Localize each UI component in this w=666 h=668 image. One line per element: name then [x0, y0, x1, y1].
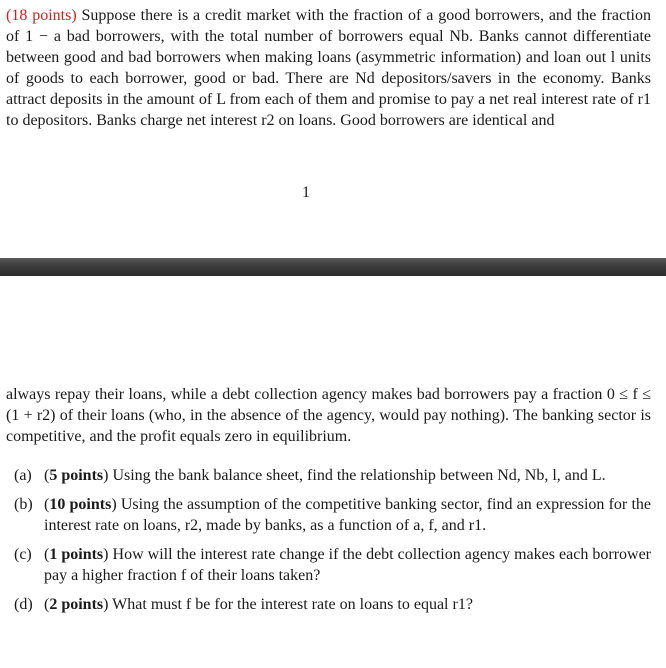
question-points: 10 points: [49, 496, 112, 513]
question-points: 2 points: [49, 596, 104, 613]
question-label: (c): [14, 546, 32, 563]
question-text: (5 points) Using the bank balance sheet, find the relationship between Nd, Nb, l, and L.: [44, 467, 606, 484]
question-body: What must f be for the interest rate on loans to equal r1?: [108, 596, 473, 613]
points-label: (18 points): [6, 7, 77, 24]
question-list: [14, 465, 651, 623]
question-text: (1 points) How will the interest rate change if the debt collection agency makes each borrower pay a higher fraction f of their loans taken?: [44, 546, 652, 584]
question-label: (a): [14, 467, 32, 484]
question-c: [14, 544, 651, 586]
question-body: Using the bank balance sheet, find the relationship between Nd, Nb, l, and L.: [108, 467, 606, 484]
question-b: [14, 494, 651, 536]
continuation-paragraph: always repay their loans, while a debt collection agency makes bad borrowers pay a fraction 0 ≤ f ≤ (1 + r2) of their loans (who, in the absence of the agency, would pay nothing). The banking sector is competitive, and the profit equals zero in equilibrium.: [6, 386, 651, 445]
question-text: (2 points) What must f be for the interest rate on loans to equal r1?: [44, 596, 473, 613]
question-points: 5 points: [49, 467, 104, 484]
question-points: 1 points: [49, 546, 104, 563]
question-d: [14, 594, 651, 615]
question-text: (10 points) Using the assumption of the competitive banking sector, find an expression for the interest rate on loans, r2, made by banks, as a function of a, f, and r1.: [44, 496, 652, 534]
question-label: (b): [14, 496, 33, 513]
intro-text: Suppose there is a credit market with the fraction of a good borrowers, and the fraction of 1 − a bad borrowers, with the total number of borrowers equal Nb. Banks cannot differentiate between good and bad borrowers when making loans (asymmetric information) and loan out l units of goods to each borrower, good or bad. There are Nd depositors/savers in the economy. Banks attract deposits in the amount of L from each of them and promise to pay a net real interest rate of r1 to depositors. Banks charge net interest r2 on loans. Good borrowers are identical and: [6, 7, 651, 129]
question-body: How will the interest rate change if the debt collection agency makes each borrower pay a higher fraction f of their loans taken?: [44, 546, 652, 584]
question-label: (d): [14, 596, 33, 613]
intro-paragraph: [6, 5, 651, 131]
question-a: [14, 465, 651, 486]
page-number: 1: [302, 184, 310, 201]
page-break-bar: [0, 258, 666, 276]
question-body: Using the assumption of the competitive banking sector, find an expression for the interest rate on loans, r2, made by banks, as a function of a, f, and r1.: [44, 496, 652, 534]
